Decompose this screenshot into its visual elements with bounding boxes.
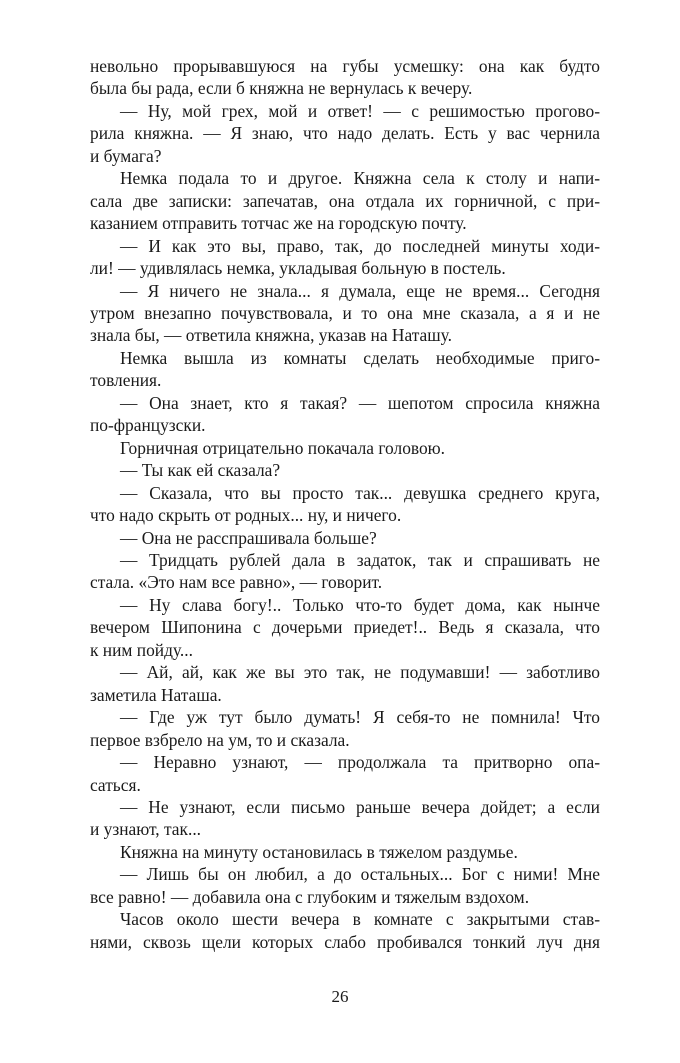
text-line: стала. «Это нам все равно», — говорит. [90, 572, 383, 593]
paragraph [90, 908, 600, 953]
text-line: — Где уж тут было думать! Я себя-то не помнила! Что [120, 707, 600, 728]
paragraph [90, 527, 600, 549]
paragraph [90, 549, 600, 594]
text-line: сала две записки: запечатав, она отдала их горничной, с при- [90, 190, 600, 211]
text-line: вечером Шипонина с дочерьми приедет!.. Ведь я сказала, что [90, 617, 600, 638]
text-line: — И как это вы, право, так, до последней минуты ходи- [120, 235, 600, 256]
paragraph [90, 841, 600, 863]
text-line: Горничная отрицательно покачала головою. [120, 437, 446, 458]
paragraph [90, 280, 600, 347]
text-line: к ним пойду... [90, 639, 193, 660]
text-line: была бы рада, если б княжна не вернулась к вечеру. [90, 78, 473, 99]
text-line: по-французски. [90, 415, 206, 436]
text-line: знала бы, — ответила княжна, указав на Наташу. [90, 325, 452, 346]
paragraph [90, 167, 600, 234]
paragraph [90, 863, 600, 908]
text-line: первое взбрело на ум, то и сказала. [90, 729, 350, 750]
paragraph [90, 100, 600, 167]
text-line: — Не узнают, если письмо раньше вечера дойдет; а если [120, 796, 600, 817]
text-line: — Тридцать рублей дала в задаток, так и спрашивать не [120, 549, 600, 570]
text-line: Немка вышла из комнаты сделать необходимые приго- [120, 347, 600, 368]
paragraph [90, 796, 600, 841]
paragraph [90, 347, 600, 392]
paragraph [90, 459, 600, 481]
page-body [90, 55, 600, 953]
paragraph [90, 661, 600, 706]
text-line: нями, сквозь щели которых слабо пробивался тонкий луч дня [90, 931, 600, 952]
text-line: — Она знает, кто я такая? — шепотом спросила княжна [120, 392, 600, 413]
text-line: — Ну, мой грех, мой и ответ! — с решимостью прогово- [120, 100, 600, 121]
text-line: товления. [90, 370, 162, 391]
paragraph [90, 594, 600, 661]
text-line: — Она не расспрашивала больше? [120, 527, 377, 548]
text-line: — Ты как ей сказала? [120, 460, 281, 481]
text-line: — Сказала, что вы просто так... девушка среднего круга, [120, 482, 600, 503]
text-line: казанием отправить тотчас же на городскую почту. [90, 213, 467, 234]
text-line: — Лишь бы он любил, а до остальных... Бог с ними! Мне [120, 864, 600, 885]
paragraph [90, 235, 600, 280]
text-line: — Я ничего не знала... я думала, еще не время... Сегодня [120, 280, 600, 301]
text-line: невольно прорывавшуюся на губы усмешку: она как будто [90, 56, 600, 76]
text-line: саться. [90, 774, 141, 795]
text-line: — Ай, ай, как же вы это так, не подумавши! — заботливо [120, 662, 600, 683]
text-line: и бумага? [90, 145, 162, 166]
page-number: 26 [331, 987, 349, 1006]
text-line: утром внезапно почувствовала, и то она мне сказала, а я и не [90, 302, 600, 323]
text-line: что надо скрыть от родных... ну, и ничего. [90, 505, 402, 526]
text-line: — Неравно узнают, — продолжала та притворно опа- [120, 752, 600, 773]
text-line: все равно! — добавила она с глубоким и тяжелым вздохом. [90, 886, 530, 907]
paragraph [90, 706, 600, 751]
text-line: Немка подала то и другое. Княжна села к столу и напи- [120, 168, 600, 189]
text-line: рила княжна. — Я знаю, что надо делать. Есть у вас чернила [90, 123, 600, 144]
text-line: Княжна на минуту остановилась в тяжелом раздумье. [120, 841, 518, 862]
paragraph [90, 392, 600, 437]
text-line: Часов около шести вечера в комнате с закрытыми став- [120, 909, 600, 930]
paragraph [90, 482, 600, 527]
text-line: заметила Наташа. [90, 684, 222, 705]
text-line: и узнают, так... [90, 819, 202, 840]
text-line: ли! — удивлялась немка, укладывая больную в постель. [90, 258, 506, 279]
text-line: — Ну слава богу!.. Только что-то будет дома, как нынче [120, 594, 600, 615]
paragraph [90, 437, 600, 459]
paragraph [90, 55, 600, 100]
paragraph [90, 751, 600, 796]
